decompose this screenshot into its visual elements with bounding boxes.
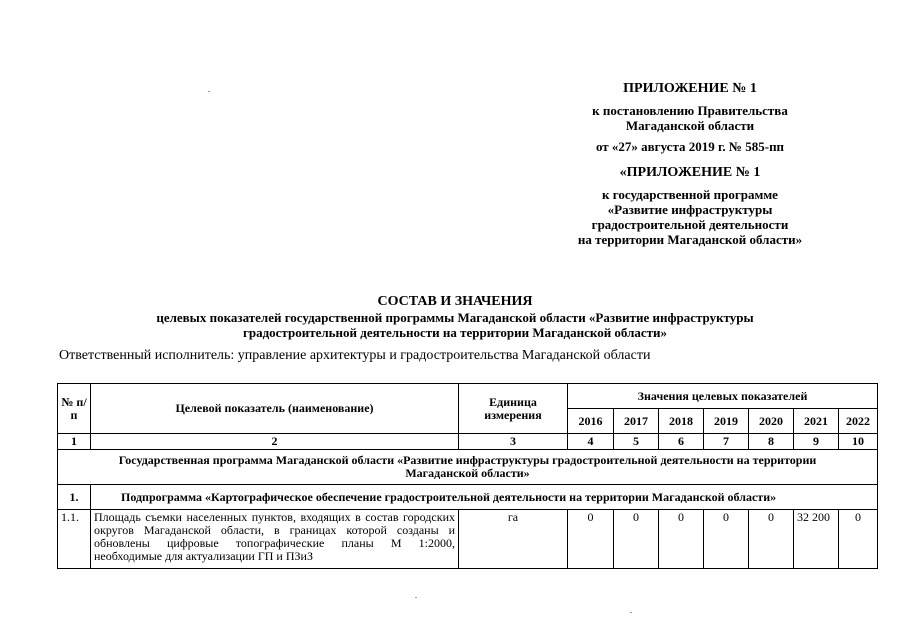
year-cell: 2017 (614, 409, 659, 434)
row-value: 0 (614, 510, 659, 569)
column-number: 5 (614, 434, 659, 450)
subprogram-name: Подпрограмма «Картографическое обеспечение градостроительной деятельности на территории Магаданской области» (91, 485, 878, 510)
column-number: 4 (568, 434, 614, 450)
appendix-title-2: «ПРИЛОЖЕНИЕ № 1 (619, 165, 761, 180)
row-value: 0 (704, 510, 749, 569)
row-num: 1.1. (58, 510, 91, 569)
scan-speck (415, 597, 417, 598)
document-heading (40, 294, 870, 340)
year-cell: 2021 (794, 409, 839, 434)
program-name: Государственная программа Магаданской области «Развитие инфраструктуры градостроительной деятельности на территории Магаданской области» (58, 450, 878, 485)
appendix-line-5: «Развитие инфраструктуры (607, 202, 773, 217)
year-cell: 2018 (659, 409, 704, 434)
column-number: 2 (91, 434, 459, 450)
responsible-executor: Ответственный исполнитель: управление архитектуры и градостроительства Магаданской области (59, 348, 651, 363)
row-value: 0 (568, 510, 614, 569)
appendix-line-6: градостроительной деятельности (591, 217, 789, 232)
column-number: 7 (704, 434, 749, 450)
scan-speck (208, 91, 210, 92)
appendix-header (540, 80, 840, 247)
subprogram-num: 1. (58, 485, 91, 510)
subprogram-row (58, 485, 878, 510)
year-cell: 2020 (749, 409, 794, 434)
column-number: 8 (749, 434, 794, 450)
header-num: № п/п (58, 384, 91, 434)
appendix-line-2: Магаданской области (625, 118, 755, 133)
appendix-title: ПРИЛОЖЕНИЕ № 1 (623, 81, 757, 96)
row-value: 0 (659, 510, 704, 569)
row-value: 0 (749, 510, 794, 569)
indicators-table (57, 383, 878, 569)
column-number: 9 (794, 434, 839, 450)
header-indicator: Целевой показатель (наименование) (91, 384, 459, 434)
column-number: 10 (839, 434, 878, 450)
column-number: 3 (459, 434, 568, 450)
appendix-line-1: к постановлению Правительства (592, 103, 788, 118)
column-number: 6 (659, 434, 704, 450)
column-number: 1 (58, 434, 91, 450)
header-unit: Единица измерения (459, 384, 568, 434)
document-subtitle-1: целевых показателей государственной программы Магаданской области «Развитие инфраструктуры (156, 310, 754, 325)
row-unit: га (459, 510, 568, 569)
year-cell: 2019 (704, 409, 749, 434)
appendix-line-7: на территории Магаданской области» (577, 232, 803, 247)
document-title: СОСТАВ И ЗНАЧЕНИЯ (377, 294, 533, 309)
header-values: Значения целевых показателей (568, 384, 878, 409)
scan-speck (630, 612, 632, 613)
row-value: 0 (839, 510, 878, 569)
row-indicator: Площадь съемки населенных пунктов, входящих в состав городских округов Магаданской области, в границах которой созданы и обновлены цифровые топографические планы М 1:2000, необходимые для актуализации ГП и ПЗиЗ (91, 510, 459, 569)
year-cell: 2016 (568, 409, 614, 434)
column-numbers-row (58, 434, 878, 450)
document-subtitle-2: градостроительной деятельности на территории Магаданской области» (242, 325, 668, 340)
appendix-line-3: от «27» августа 2019 г. № 585-пп (595, 139, 785, 154)
program-row (58, 450, 878, 485)
year-cell: 2022 (839, 409, 878, 434)
appendix-line-4: к государственной программе (602, 187, 778, 202)
table-header-row (58, 384, 878, 409)
table-row (58, 510, 878, 569)
row-value: 32 200 (794, 510, 839, 569)
